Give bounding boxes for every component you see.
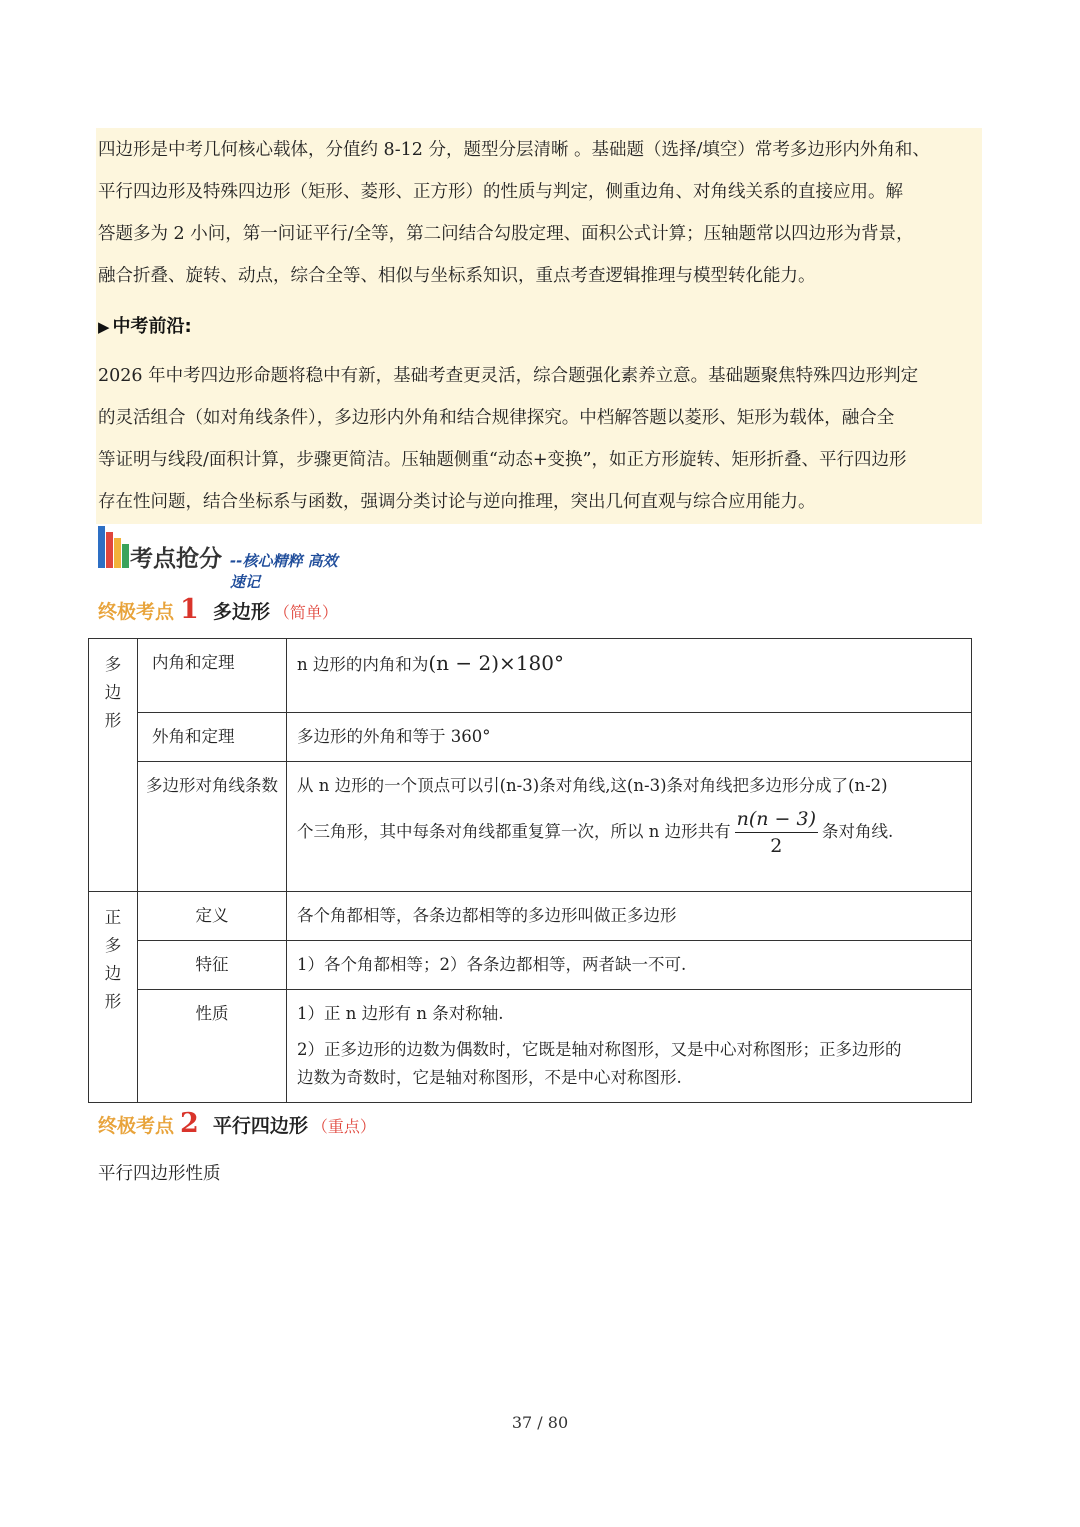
page-number: 37 / 80 (511, 1413, 569, 1432)
content-cell: n 边形的内角和为(n − 2)×180° (287, 639, 972, 713)
table-row (89, 639, 972, 713)
content-cell: 从 n 边形的一个顶点可以引(n-3)条对角线,这(n-3)条对角线把多边形分成了(n-2) 个三角形，其中每条对角线都重复算一次，所以 n 边形共有 $\frac{n(n - 3)}{2}$ 条对角线. (287, 762, 972, 892)
subtopic-cell: 外角和定理 (138, 713, 287, 762)
section-banner (98, 526, 598, 591)
frontier-line: 2026 年中考四边形命题将稳中有新，基础考查更灵活，综合题强化素养立意。基础题聚焦特殊四边形判定 (98, 366, 919, 386)
intro-line: 平行四边形及特殊四边形（矩形、菱形、正方形）的性质与判定，侧重边角、对角线关系的直接应用。解 (98, 182, 903, 202)
content-cell: 多边形的外角和等于 360° (287, 713, 972, 762)
table-row (89, 713, 972, 762)
subtopic-cell: 定义 (138, 892, 287, 941)
polygon-knowledge-table (88, 638, 972, 1103)
subtopic-cell: 性质 (138, 990, 287, 1103)
banner-subtitle: --核心精粹 高效速记 (230, 552, 338, 591)
content-cell: 各个角都相等，各条边都相等的多边形叫做正多边形 (287, 892, 972, 941)
category-cell-regular-polygon: 正多边形 (89, 892, 138, 1103)
diagonal-count-fraction: $\frac{n(n - 3)}{2}$ (736, 808, 817, 857)
frontier-line: 的灵活组合（如对角线条件），多边形内外角和结合规律探究。中档解答题以菱形、矩形为载体，融合全 (98, 408, 895, 428)
frontier-paragraph (98, 355, 982, 523)
triangle-bullet-icon: ▶ (98, 318, 110, 336)
content-cell: 1）正 n 边形有 n 条对称轴. 2）正多边形的边数为偶数时，它既是轴对称图形，又是中心对称图形；正多边形的 边数为奇数时，它是轴对称图形，不是中心对称图形. (287, 990, 972, 1103)
subtopic-cell: 特征 (138, 941, 287, 990)
interior-angle-formula: (n − 2)×180° (428, 651, 564, 675)
content-cell: 1）各个角都相等；2）各条边都相等，两者缺一不可. (287, 941, 972, 990)
intro-line: 四边形是中考几何核心载体，分值约 8-12 分，题型分层清晰 。基础题（选择/填空）常考多边形内外角和、 (98, 140, 930, 160)
frontier-line: 等证明与线段/面积计算，步骤更简洁。压轴题侧重“动态+变换”，如正方形旋转、矩形折叠、平行四边形 (98, 450, 907, 470)
intro-line: 融合折叠、旋转、动点，综合全等、相似与坐标系知识，重点考查逻辑推理与模型转化能力。 (98, 266, 816, 286)
table-row (89, 892, 972, 941)
table-row (89, 941, 972, 990)
table-row (89, 990, 972, 1103)
intro-paragraph (98, 129, 982, 297)
frontier-line: 存在性问题，结合坐标系与函数，强调分类讨论与逆向推理，突出几何直观与综合应用能力。 (98, 492, 816, 512)
category-cell-polygon: 多边形 (89, 639, 138, 892)
table-row (89, 762, 972, 892)
books-icon (98, 526, 128, 568)
subtopic-cell: 内角和定理 (138, 639, 287, 713)
subtopic-cell: 多边形对角线条数 (138, 762, 287, 892)
frontier-heading: ▶ 中考前沿: (98, 316, 192, 337)
intro-line: 答题多为 2 小问，第一问证平行/全等，第二问结合勾股定理、面积公式计算；压轴题常以四边形为背景， (98, 224, 914, 244)
section-heading-2: 终极考点 2 平行四边形 （重点） (98, 1108, 376, 1139)
section-heading-1: 终极考点 1 多边形 （简单） (98, 594, 338, 625)
subsection-text: 平行四边形性质 (98, 1164, 221, 1184)
banner-title: 考点抢分 (130, 546, 222, 572)
